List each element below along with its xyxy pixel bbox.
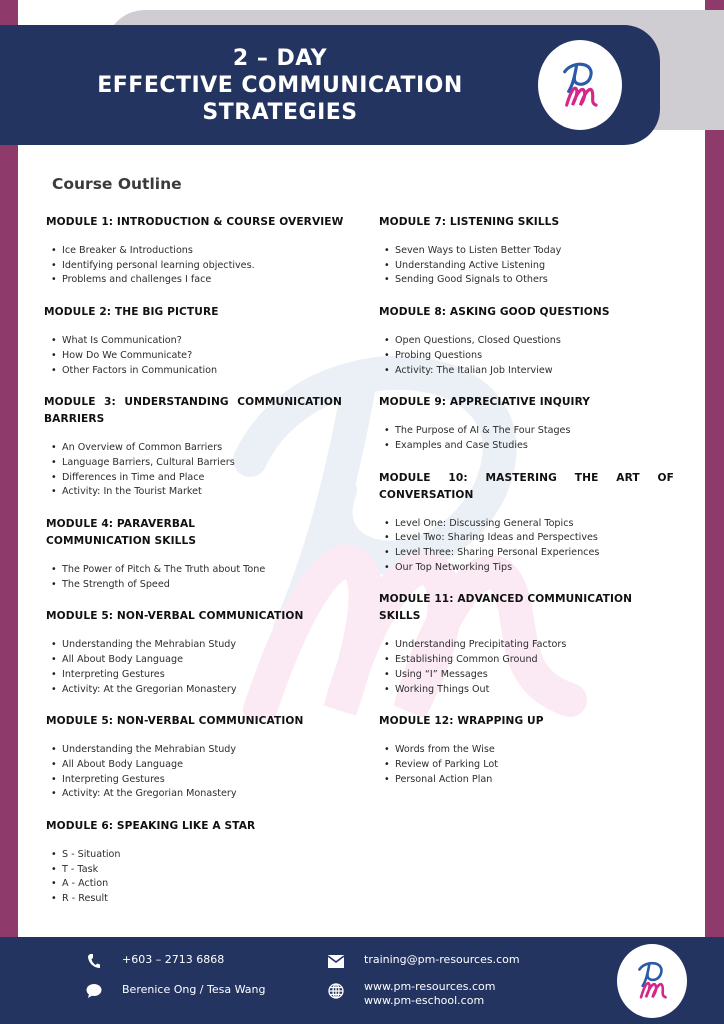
list-item: • Level Three: Sharing Personal Experiences [379,546,674,561]
website-link-1[interactable]: www.pm-resources.com [364,980,496,993]
module-title: MODULE 9: APPRECIATIVE INQUIRY [379,396,591,409]
list-item: • Activity: In the Tourist Market [46,485,342,500]
list-item: • T - Task [46,863,346,878]
list-item: • Problems and challenges I face [46,273,346,288]
module-6 [46,818,346,907]
list-item: • Understanding Precipitating Factors [379,638,674,653]
list-item: • Level One: Discussing General Topics [379,517,674,532]
list-item: • Review of Parking Lot [379,758,674,773]
list-item: • Words from the Wise [379,743,674,758]
module-title: MODULE 10: MASTERING THE ART OF CONVERSATION [379,471,674,501]
module-11 [379,591,674,697]
list-item: • Understanding Active Listening [379,259,674,274]
footer-contact-person [86,983,265,999]
contact-footer [0,937,724,1024]
title-line-3: STRATEGIES [202,100,358,125]
pm-monogram-icon [551,54,610,117]
pm-logo-footer [617,944,687,1018]
outline-right-column [379,214,674,799]
list-item: • Working Things Out [379,683,674,698]
email-address: training@pm-resources.com [364,953,520,966]
list-item: • The Purpose of AI & The Four Stages [379,424,674,439]
module-3 [44,394,342,500]
module-5 [46,608,346,697]
list-item: • Our Top Networking Tips [379,561,674,576]
list-item: • Activity: The Italian Job Interview [379,364,674,379]
website-link-2[interactable]: www.pm-eschool.com [364,993,485,1007]
course-outline-heading: Course Outline [52,175,182,193]
footer-email[interactable] [328,953,520,969]
footer-websites[interactable] [328,980,495,1007]
list-item: • What Is Communication? [46,334,346,349]
left-accent-stripe [0,145,18,937]
list-item: • Identifying personal learning objectives. [46,259,346,274]
list-item: • S - Situation [46,848,346,863]
phone-icon [86,953,102,969]
module-title: MODULE 6: SPEAKING LIKE A STAR [46,820,256,833]
left-accent-stripe-top [0,0,18,26]
module-12 [379,713,674,787]
module-4 [46,516,301,592]
list-item: • Using “I” Messages [379,668,674,683]
list-item: • Understanding the Mehrabian Study [46,743,346,758]
footer-phone[interactable] [86,953,224,969]
module-title: MODULE 4: PARAVERBAL COMMUNICATION SKILLS [46,518,197,548]
module-title: MODULE 5: NON-VERBAL COMMUNICATION [46,610,304,623]
pm-logo-header [538,40,622,130]
list-item: • Seven Ways to Listen Better Today [379,244,674,259]
list-item: • Interpreting Gestures [46,773,346,788]
list-item: • Establishing Common Ground [379,653,674,668]
phone-number: +603 – 2713 6868 [122,953,225,966]
list-item: • An Overview of Common Barriers [46,441,342,456]
module-title: MODULE 1: INTRODUCTION & COURSE OVERVIEW [46,216,344,228]
right-accent-stripe [705,130,724,937]
list-item: • Activity: At the Gregorian Monastery [46,683,346,698]
envelope-icon [328,953,344,969]
list-item: • Language Barriers, Cultural Barriers [46,456,342,471]
list-item: • Probing Questions [379,349,674,364]
list-item: • Examples and Case Studies [379,439,674,454]
module-title: MODULE 7: LISTENING SKILLS [379,216,560,228]
list-item: • Personal Action Plan [379,773,674,788]
module-title: MODULE 2: THE BIG PICTURE [44,306,219,319]
list-item: • The Power of Pitch & The Truth about Tone [46,563,301,578]
list-item: • All About Body Language [46,653,346,668]
list-item: • Interpreting Gestures [46,668,346,683]
list-item: • Ice Breaker & Introductions [46,244,346,259]
list-item: • Level Two: Sharing Ideas and Perspectives [379,531,674,546]
list-item: • Differences in Time and Place [46,471,342,486]
list-item: • Open Questions, Closed Questions [379,334,674,349]
module-title: MODULE 11: ADVANCED COMMUNICATION SKILLS [379,593,633,623]
list-item: • All About Body Language [46,758,346,773]
list-item: • Other Factors in Communication [46,364,346,379]
module-title: MODULE 5: NON-VERBAL COMMUNICATION [46,715,304,728]
module-title: MODULE 3: UNDERSTANDING COMMUNICATION BARRIERS [44,396,342,426]
list-item: • Sending Good Signals to Others [379,273,674,288]
title-line-1: 2 – DAY [232,46,328,71]
globe-icon [328,983,344,999]
title-line-2: EFFECTIVE COMMUNICATION [97,73,463,98]
module-5-duplicate [46,713,346,802]
chat-bubble-icon [86,983,102,999]
page-title [0,45,560,126]
module-1 [46,214,346,288]
list-item: • R - Result [46,892,346,907]
module-9 [379,394,674,453]
list-item: • The Strength of Speed [46,578,301,593]
module-10 [379,470,674,576]
list-item: • Understanding the Mehrabian Study [46,638,346,653]
list-item: • How Do We Communicate? [46,349,346,364]
pm-monogram-icon [628,955,677,1007]
module-title: MODULE 12: WRAPPING UP [379,715,544,728]
module-8 [379,304,674,378]
module-7 [379,214,674,288]
module-2 [44,304,346,378]
outline-left-column [46,214,346,919]
module-title: MODULE 8: ASKING GOOD QUESTIONS [379,306,610,319]
list-item: • Activity: At the Gregorian Monastery [46,787,346,802]
contact-names: Berenice Ong / Tesa Wang [122,983,266,996]
list-item: • A - Action [46,877,346,892]
